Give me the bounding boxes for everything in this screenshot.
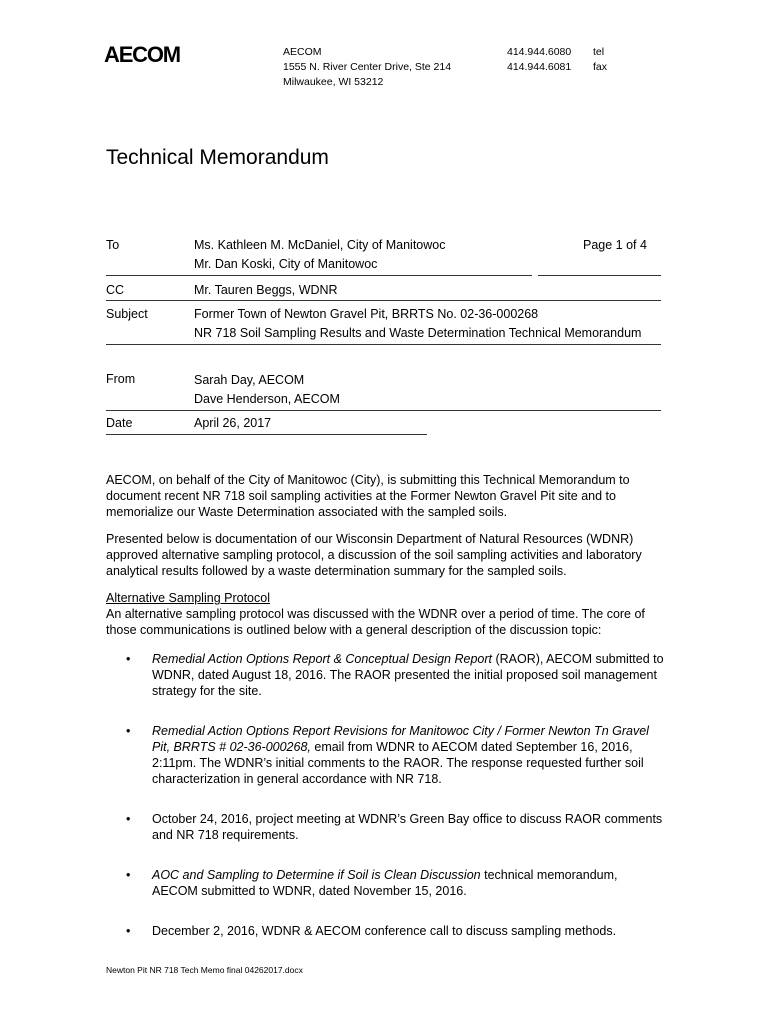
from-line: Sarah Day, AECOM bbox=[194, 373, 305, 387]
list-item bbox=[106, 651, 666, 699]
from-value bbox=[194, 371, 340, 409]
company-name: AECOM bbox=[283, 46, 322, 58]
fax-label: fax bbox=[593, 61, 608, 73]
to-recipient: Mr. Dan Koski, City of Manitowoc bbox=[194, 257, 378, 271]
bullet-dot: • bbox=[126, 924, 131, 938]
bullet-dot: • bbox=[126, 652, 131, 666]
phone-numbers bbox=[507, 45, 571, 75]
document-title: Remedial Action Options Report & Conceptual Design Report bbox=[152, 652, 492, 666]
subject-line: Former Town of Newton Gravel Pit, BRRTS No. 02-36-000268 bbox=[194, 307, 539, 321]
page-number: Page 1 of 4 bbox=[583, 238, 647, 252]
bullet-dot: • bbox=[126, 868, 131, 882]
divider bbox=[106, 300, 661, 301]
item-text: (RAOR), AECOM submitted to WDNR, dated August 18, 2016. The RAOR presented the initial proposed soil management strategy for the site. bbox=[152, 652, 664, 698]
city-state-zip: Milwaukee, WI 53212 bbox=[283, 76, 384, 88]
street-address: 1555 N. River Center Drive, Ste 214 bbox=[283, 61, 452, 73]
tel-label: tel bbox=[593, 46, 605, 58]
list-item bbox=[106, 811, 666, 843]
page-title: Technical Memorandum bbox=[106, 146, 329, 169]
address-block bbox=[283, 45, 451, 90]
body-paragraph bbox=[106, 531, 666, 579]
list-item bbox=[106, 867, 666, 899]
bullet-dot: • bbox=[126, 724, 131, 738]
item-text: December 2, 2016, WDNR & AECOM conference call to discuss sampling methods. bbox=[152, 924, 617, 938]
body-paragraph bbox=[106, 472, 666, 520]
phone-labels bbox=[593, 45, 607, 75]
list-item bbox=[106, 723, 666, 787]
list-item bbox=[106, 923, 666, 939]
item-text: October 24, 2016, project meeting at WDNR’s Green Bay office to discuss RAOR comments and NR 718 requirements. bbox=[152, 812, 663, 842]
from-line: Dave Henderson, AECOM bbox=[194, 392, 340, 406]
document-title: AOC and Sampling to Determine if Soil is Clean Discussion bbox=[152, 868, 481, 882]
to-recipients bbox=[194, 236, 445, 274]
subject-value bbox=[194, 305, 641, 343]
footer-filename: Newton Pit NR 718 Tech Memo final 04262017.docx bbox=[106, 965, 303, 975]
documentation-paragraph: Presented below is documentation of our Wisconsin Department of Natural Resources (WDNR) approved alternative sampling protocol, a discussion of the soil sampling activities and laboratory analytical results followed by a waste determination summary for the sampled soils. bbox=[106, 532, 642, 578]
cc-label: CC bbox=[106, 283, 125, 297]
document-title: Remedial Action Options Report Revisions for Manitowoc City / Former Newton Tn Gravel Pit, BRRTS # 02-36-000268, bbox=[152, 724, 649, 754]
item-text: technical memorandum, AECOM submitted to WDNR, dated November 15, 2016. bbox=[152, 868, 618, 898]
fax-number: 414.944.6081 bbox=[507, 61, 572, 73]
divider bbox=[538, 275, 661, 276]
subject-label: Subject bbox=[106, 307, 148, 321]
divider bbox=[106, 434, 427, 435]
to-recipient: Ms. Kathleen M. McDaniel, City of Manitowoc bbox=[194, 238, 446, 252]
divider bbox=[106, 275, 532, 276]
aecom-logo: AECOM bbox=[104, 42, 180, 67]
cc-value: Mr. Tauren Beggs, WDNR bbox=[194, 283, 338, 297]
from-label: From bbox=[106, 372, 136, 386]
phone-number: 414.944.6080 bbox=[507, 46, 572, 58]
date-value: April 26, 2017 bbox=[194, 416, 272, 430]
divider bbox=[106, 344, 661, 345]
communications-list bbox=[106, 651, 666, 939]
to-label: To bbox=[106, 238, 120, 252]
section-heading: Alternative Sampling Protocol bbox=[106, 591, 270, 605]
item-text: email from WDNR to AECOM dated September 16, 2016, 2:11pm. The WDNR’s initial comments to the RAOR. The response requested further soil characterization in general accordance with NR 718. bbox=[152, 740, 644, 786]
intro-paragraph: AECOM, on behalf of the City of Manitowoc (City), is submitting this Technical Memorandum to document recent NR 718 soil sampling activities at the Former Newton Gravel Pit site and to memorialize our Waste Determination associated with the sampled soils. bbox=[106, 473, 630, 519]
bullet-dot: • bbox=[126, 812, 131, 826]
protocol-paragraph: An alternative sampling protocol was discussed with the WDNR over a period of time. The core of those communications is outlined below with a general description of the discussion topic: bbox=[106, 607, 645, 637]
subject-line: NR 718 Soil Sampling Results and Waste Determination Technical Memorandum bbox=[194, 326, 642, 340]
body-paragraph bbox=[106, 590, 666, 638]
divider bbox=[106, 410, 661, 411]
date-label: Date bbox=[106, 416, 133, 430]
